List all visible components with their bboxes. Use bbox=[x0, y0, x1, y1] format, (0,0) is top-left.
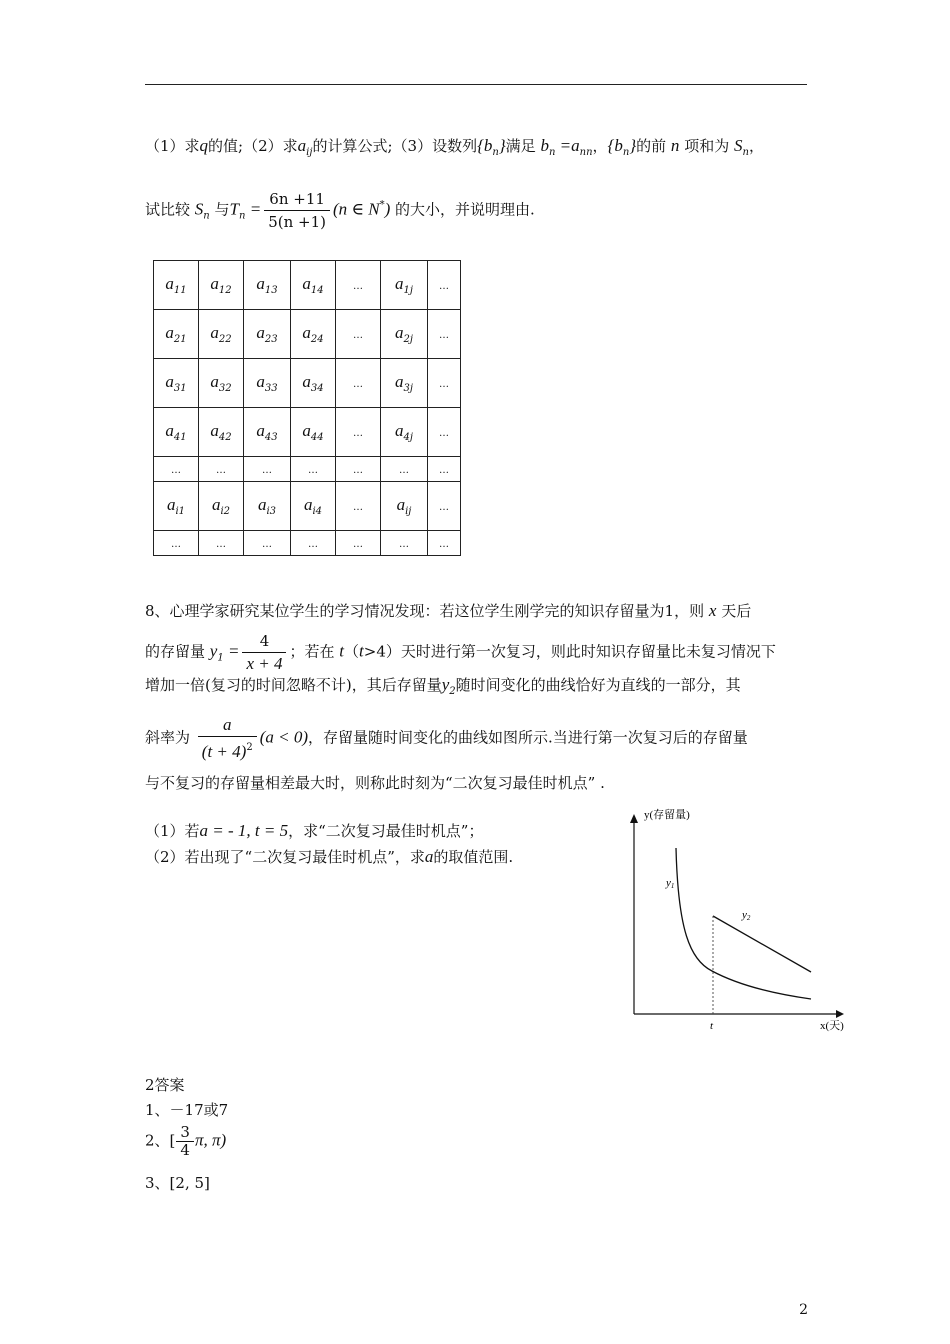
matrix-cell: $a_{14}$ bbox=[291, 261, 336, 310]
matrix-cell: … bbox=[428, 261, 461, 310]
matrix-cell: … bbox=[336, 359, 381, 408]
answer-3: 3、[2, 5] bbox=[145, 1174, 210, 1192]
problem8-line4: 斜率为 $\frac{a}{(t + 4)^2}$ (a < 0)，存留量随时间变化的曲线如图所示.当进行第一次复习后的存留量 bbox=[145, 715, 748, 761]
tn-fraction: $\frac{6n +11}{5(n +1)}$ bbox=[264, 188, 330, 233]
y-axis-arrow-icon bbox=[630, 814, 638, 823]
matrix-cell: $a_{22}$ bbox=[199, 310, 244, 359]
problem7-line1: （1）求q的值;（2）求$a_{ij}$的计算公式;（3）设数列$\{b_n\}$满足 $b_n =a_{nn}$，$\{b_n\}$的前 n 项和为 $S_n$， bbox=[145, 136, 764, 158]
matrix-cell: … bbox=[428, 310, 461, 359]
matrix-cell: … bbox=[336, 261, 381, 310]
header-rule bbox=[145, 84, 807, 85]
matrix-cell: $a_{44}$ bbox=[291, 408, 336, 457]
matrix-cell: … bbox=[154, 457, 199, 482]
problem8-line1: 8、心理学家研究某位学生的学习情况发现：若这位学生刚学完的知识存留量为1，则 x 天后 bbox=[145, 601, 752, 620]
matrix-cell: $a_{i3}$ bbox=[244, 482, 291, 531]
x-axis-arrow-icon bbox=[836, 1010, 844, 1018]
problem8-line2: 的存留量 $y_1$ = $\frac{4}{x + 4}$ ；若在 t（t>4）天时进行第一次复习，则此时知识存留量比未复习情况下 bbox=[145, 632, 776, 673]
matrix-cell: … bbox=[199, 457, 244, 482]
matrix-cell: $a_{13}$ bbox=[244, 261, 291, 310]
matrix-row bbox=[154, 408, 461, 457]
x-axis-label: x(天) bbox=[820, 1020, 844, 1032]
problem8-line3: 增加一倍(复习的时间忽略不计)，其后存留量$y_2$随时间变化的曲线恰好为直线的一部分，其 bbox=[145, 675, 741, 697]
t-label: t bbox=[710, 1020, 714, 1032]
y2-label: y2 bbox=[742, 909, 751, 922]
y1-fraction: $\frac{4}{x + 4}$ bbox=[242, 630, 286, 675]
y1-curve bbox=[676, 848, 811, 999]
matrix-cell: $a_{1j}$ bbox=[381, 261, 428, 310]
matrix-cell: $a_{i2}$ bbox=[199, 482, 244, 531]
matrix-cell: … bbox=[244, 457, 291, 482]
matrix-cell: … bbox=[244, 531, 291, 556]
matrix-cell: $a_{i1}$ bbox=[154, 482, 199, 531]
matrix-cell: … bbox=[381, 531, 428, 556]
matrix-cell: $a_{11}$ bbox=[154, 261, 199, 310]
matrix-cell: … bbox=[428, 408, 461, 457]
answers-heading: 2答案 bbox=[145, 1076, 185, 1094]
page-number: 2 bbox=[799, 1302, 808, 1318]
slope-fraction: $\frac{a}{(t + 4)^2}$ bbox=[198, 714, 257, 763]
matrix-row bbox=[154, 457, 461, 482]
matrix-cell: $a_{24}$ bbox=[291, 310, 336, 359]
matrix-cell: … bbox=[336, 482, 381, 531]
matrix-cell: … bbox=[428, 457, 461, 482]
matrix-cell: … bbox=[336, 457, 381, 482]
matrix-cell: $a_{4j}$ bbox=[381, 408, 428, 457]
matrix-row bbox=[154, 359, 461, 408]
matrix-cell: $a_{32}$ bbox=[199, 359, 244, 408]
matrix-cell: … bbox=[336, 310, 381, 359]
matrix-cell: … bbox=[381, 457, 428, 482]
matrix-cell: $a_{i4}$ bbox=[291, 482, 336, 531]
matrix-cell: … bbox=[291, 457, 336, 482]
matrix-cell: $a_{23}$ bbox=[244, 310, 291, 359]
matrix-cell: $a_{33}$ bbox=[244, 359, 291, 408]
matrix-cell: $a_{42}$ bbox=[199, 408, 244, 457]
y-axis-label: y(存留量) bbox=[644, 809, 690, 821]
matrix-cell: $a_{41}$ bbox=[154, 408, 199, 457]
matrix-cell: … bbox=[428, 531, 461, 556]
matrix-cell: $a_{43}$ bbox=[244, 408, 291, 457]
problem8-question1: （1）若a = - 1, t = 5，求“二次复习最佳时机点”； bbox=[145, 821, 484, 840]
y2-line bbox=[713, 916, 811, 972]
matrix-cell: $a_{31}$ bbox=[154, 359, 199, 408]
matrix-cell: $a_{2j}$ bbox=[381, 310, 428, 359]
matrix-row bbox=[154, 310, 461, 359]
retention-graph bbox=[600, 800, 870, 1040]
matrix-cell: … bbox=[336, 531, 381, 556]
matrix-cell: $a_{21}$ bbox=[154, 310, 199, 359]
matrix-cell: … bbox=[199, 531, 244, 556]
matrix-cell: … bbox=[428, 482, 461, 531]
matrix-cell: … bbox=[428, 359, 461, 408]
matrix-cell: $a_{34}$ bbox=[291, 359, 336, 408]
matrix-row bbox=[154, 531, 461, 556]
answer-2: 2、[ $\frac{3}{4}$ π, π) bbox=[145, 1123, 227, 1159]
matrix-row bbox=[154, 261, 461, 310]
matrix-cell: … bbox=[336, 408, 381, 457]
matrix-cell: $a_{ij}$ bbox=[381, 482, 428, 531]
problem7-line2: 试比较 $S_n$ 与$T_n$ = $\frac{6n +11}{5(n +1)}$ (n ∈ N*) 的大小，并说明理由. bbox=[145, 190, 535, 231]
problem8-line5: 与不复习的存留量相差最大时，则称此时刻为“二次复习最佳时机点” . bbox=[145, 774, 605, 792]
matrix-row bbox=[154, 482, 461, 531]
matrix-cell: $a_{12}$ bbox=[199, 261, 244, 310]
answer-1: 1、－17或7 bbox=[145, 1101, 229, 1119]
matrix-cell: $a_{3j}$ bbox=[381, 359, 428, 408]
matrix-table bbox=[153, 260, 461, 556]
matrix-cell: … bbox=[291, 531, 336, 556]
matrix-cell: … bbox=[154, 531, 199, 556]
problem8-question2: （2）若出现了“二次复习最佳时机点”，求a的取值范围. bbox=[145, 847, 514, 866]
y1-label: y1 bbox=[666, 877, 675, 890]
